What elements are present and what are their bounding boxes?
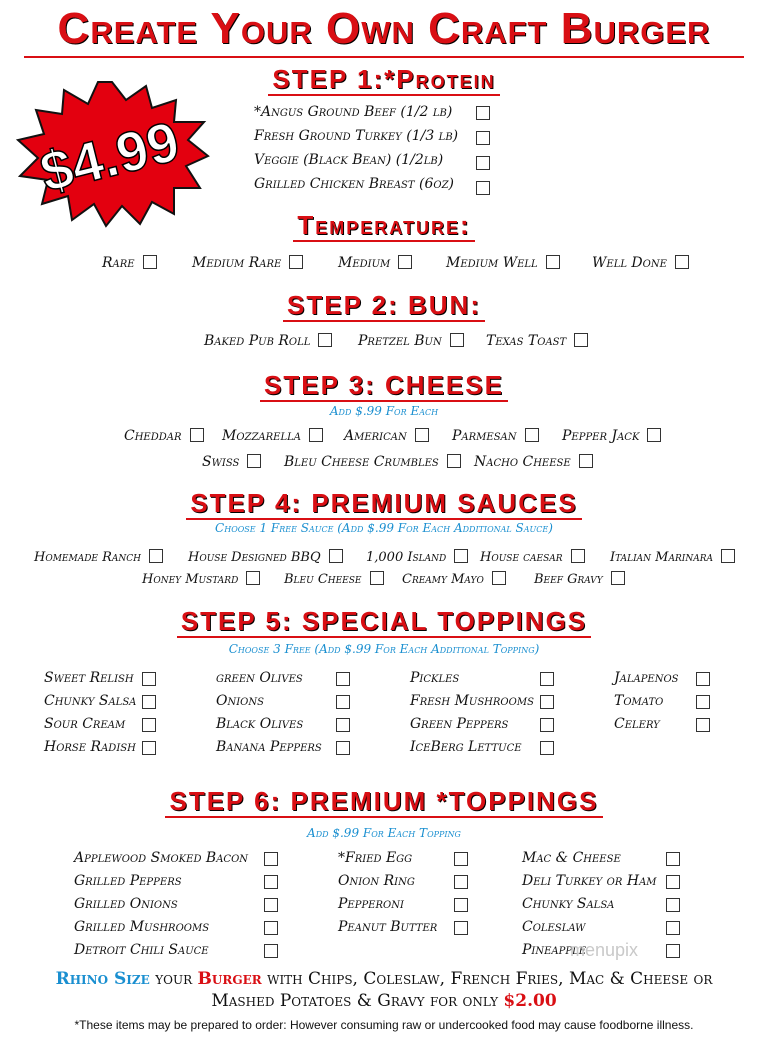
checkbox[interactable] [142, 741, 156, 755]
option-item: Beef Gravy [534, 571, 625, 587]
list-item: Grilled Onions [74, 896, 178, 912]
checkbox[interactable] [264, 852, 278, 866]
option-item: Bleu Cheese [284, 571, 384, 587]
list-item: Deli Turkey or Ham [522, 873, 657, 889]
list-item: Sour Cream [44, 716, 126, 732]
checkbox[interactable] [647, 428, 661, 442]
list-item: Sweet Relish [44, 670, 134, 686]
checkbox[interactable] [476, 181, 490, 195]
step6-heading: STEP 6: PREMIUM *TOPPINGS [0, 786, 768, 817]
checkbox[interactable] [142, 672, 156, 686]
list-item: Celery [614, 716, 660, 732]
option-item: House Designed BBQ [188, 549, 343, 565]
list-item: Black Olives [216, 716, 304, 732]
checkbox[interactable] [540, 741, 554, 755]
checkbox[interactable] [546, 255, 560, 269]
checkbox[interactable] [454, 875, 468, 889]
option-item: House caesar [480, 549, 585, 565]
list-item: Fresh Ground Turkey (1/3 lb) [254, 128, 459, 144]
checkbox[interactable] [264, 898, 278, 912]
checkbox[interactable] [336, 672, 350, 686]
checkbox[interactable] [666, 921, 680, 935]
option-item: Bleu Cheese Crumbles [284, 454, 461, 470]
step1-list [254, 104, 458, 200]
rhino-size-label: Rhino Size [55, 969, 150, 989]
list-item: Applewood Smoked Bacon [74, 850, 249, 866]
option-item: Baked Pub Roll [204, 333, 332, 349]
checkbox[interactable] [611, 571, 625, 585]
checkbox[interactable] [370, 571, 384, 585]
step6-col2 [338, 850, 437, 942]
option-item: Mozzarella [222, 428, 323, 444]
burger-label: Burger [197, 969, 262, 989]
step4-heading: STEP 4: PREMIUM SAUCES [0, 488, 768, 519]
checkbox[interactable] [415, 428, 429, 442]
option-item: American [344, 428, 429, 444]
list-item: Pineapple [522, 942, 587, 958]
rhino-price: $2.00 [503, 991, 557, 1011]
checkbox[interactable] [579, 454, 593, 468]
checkbox[interactable] [476, 106, 490, 120]
checkbox[interactable] [540, 718, 554, 732]
checkbox[interactable] [476, 131, 490, 145]
checkbox[interactable] [540, 672, 554, 686]
option-item: 1,000 Island [366, 549, 468, 565]
checkbox[interactable] [142, 695, 156, 709]
option-item: Honey Mustard [142, 571, 260, 587]
list-item: Fresh Mushrooms [410, 693, 534, 709]
step5-col4 [614, 670, 679, 739]
step6-col1 [74, 850, 248, 965]
checkbox[interactable] [398, 255, 412, 269]
list-item: Grilled Chicken Breast (6oz) [254, 176, 455, 192]
list-item: Onions [216, 693, 264, 709]
list-item: Grilled Mushrooms [74, 919, 210, 935]
checkbox[interactable] [190, 428, 204, 442]
option-item: Pretzel Bun [358, 333, 464, 349]
checkbox[interactable] [247, 454, 261, 468]
list-item: Pepperoni [338, 896, 404, 912]
footer-disclaimer: *These items may be prepared to order: However consuming raw or undercooked food may cause foodborne illness. [74, 1018, 694, 1032]
step5-heading: STEP 5: SPECIAL TOPPINGS [0, 606, 768, 637]
list-item: IceBerg Lettuce [410, 739, 522, 755]
step5-note: Choose 3 Free (Add $.99 For Each Additional Topping) [228, 642, 540, 656]
option-item: Rare [102, 255, 157, 271]
checkbox[interactable] [318, 333, 332, 347]
checkbox[interactable] [454, 898, 468, 912]
checkbox[interactable] [447, 454, 461, 468]
checkbox[interactable] [336, 718, 350, 732]
checkbox[interactable] [454, 852, 468, 866]
option-item: Cheddar [124, 428, 204, 444]
list-item: Coleslaw [522, 919, 586, 935]
checkbox[interactable] [696, 672, 710, 686]
checkbox[interactable] [721, 549, 735, 563]
list-item: Peanut Butter [338, 919, 438, 935]
checkbox[interactable] [289, 255, 303, 269]
checkbox[interactable] [149, 549, 163, 563]
page-title: Create Your Own Craft Burger [57, 4, 711, 53]
list-item: Pickles [410, 670, 460, 686]
step3-note: Add $.99 For Each [329, 404, 439, 418]
checkbox[interactable] [696, 718, 710, 732]
checkbox[interactable] [454, 921, 468, 935]
checkbox[interactable] [143, 255, 157, 269]
checkbox[interactable] [264, 944, 278, 958]
checkbox[interactable] [666, 898, 680, 912]
option-item: Medium Well [446, 255, 560, 271]
checkbox[interactable] [336, 695, 350, 709]
checkbox[interactable] [329, 549, 343, 563]
step5-col3 [410, 670, 534, 762]
step4-note: Choose 1 Free Sauce (Add $.99 For Each Additional Sauce) [215, 521, 553, 535]
checkbox[interactable] [571, 549, 585, 563]
list-item: Jalapenos [614, 670, 679, 686]
checkbox[interactable] [696, 695, 710, 709]
rhino-size-offer: Rhino Size your Burger with Chips, Coleslaw, French Fries, Mac & Cheese or Mashed Potatoes & Gravy for only $2.00 [55, 969, 713, 1011]
list-item: Grilled Peppers [74, 873, 182, 889]
list-item: Chunky Salsa [44, 693, 137, 709]
checkbox[interactable] [309, 428, 323, 442]
checkbox[interactable] [246, 571, 260, 585]
option-item: Parmesan [452, 428, 539, 444]
option-item: Well Done [592, 255, 689, 271]
checkbox[interactable] [454, 549, 468, 563]
step3-heading: STEP 3: CHEESE [0, 370, 768, 401]
checkbox[interactable] [525, 428, 539, 442]
option-item: Medium Rare [192, 255, 303, 271]
title-underline [24, 56, 744, 58]
watermark: menupix [570, 940, 639, 960]
option-item: Homemade Ranch [34, 549, 163, 565]
price-badge [14, 78, 210, 228]
price-text: $4.99 [34, 109, 186, 205]
list-item: Veggie (Black Bean) (1/2lb) [254, 152, 444, 168]
list-item: Horse Radish [44, 739, 136, 755]
checkbox[interactable] [264, 875, 278, 889]
option-item: Texas Toast [486, 333, 588, 349]
option-item: Pepper Jack [562, 428, 661, 444]
checkbox[interactable] [142, 718, 156, 732]
checkbox[interactable] [476, 156, 490, 170]
checkbox[interactable] [336, 741, 350, 755]
step5-col2 [216, 670, 322, 762]
option-item: Creamy Mayo [402, 571, 506, 587]
step5-col1 [44, 670, 136, 762]
checkbox[interactable] [450, 333, 464, 347]
step1-heading: STEP 1:*Protein [0, 64, 768, 95]
list-item: Green Peppers [410, 716, 509, 732]
list-item: Detroit Chili Sauce [74, 942, 209, 958]
list-item: Onion Ring [338, 873, 415, 889]
checkbox[interactable] [264, 921, 278, 935]
option-item: Nacho Cheese [474, 454, 593, 470]
list-item: *Fried Egg [338, 850, 413, 866]
list-item: Chunky Salsa [522, 896, 615, 912]
list-item: Banana Peppers [216, 739, 322, 755]
checkbox[interactable] [574, 333, 588, 347]
temperature-heading: Temperature: [0, 210, 768, 241]
checkbox[interactable] [666, 944, 680, 958]
checkbox[interactable] [666, 875, 680, 889]
list-item: Mac & Cheese [522, 850, 621, 866]
list-item: *Angus Ground Beef (1/2 lb) [254, 104, 453, 120]
checkbox[interactable] [492, 571, 506, 585]
step2-heading: STEP 2: BUN: [0, 290, 768, 321]
list-item: green Olives [216, 670, 303, 686]
list-item: Tomato [614, 693, 664, 709]
option-item: Medium [338, 255, 412, 271]
option-item: Italian Marinara [610, 549, 735, 565]
checkbox[interactable] [540, 695, 554, 709]
step6-note: Add $.99 For Each Topping [307, 826, 461, 840]
checkbox[interactable] [666, 852, 680, 866]
checkbox[interactable] [675, 255, 689, 269]
option-item: Swiss [202, 454, 261, 470]
